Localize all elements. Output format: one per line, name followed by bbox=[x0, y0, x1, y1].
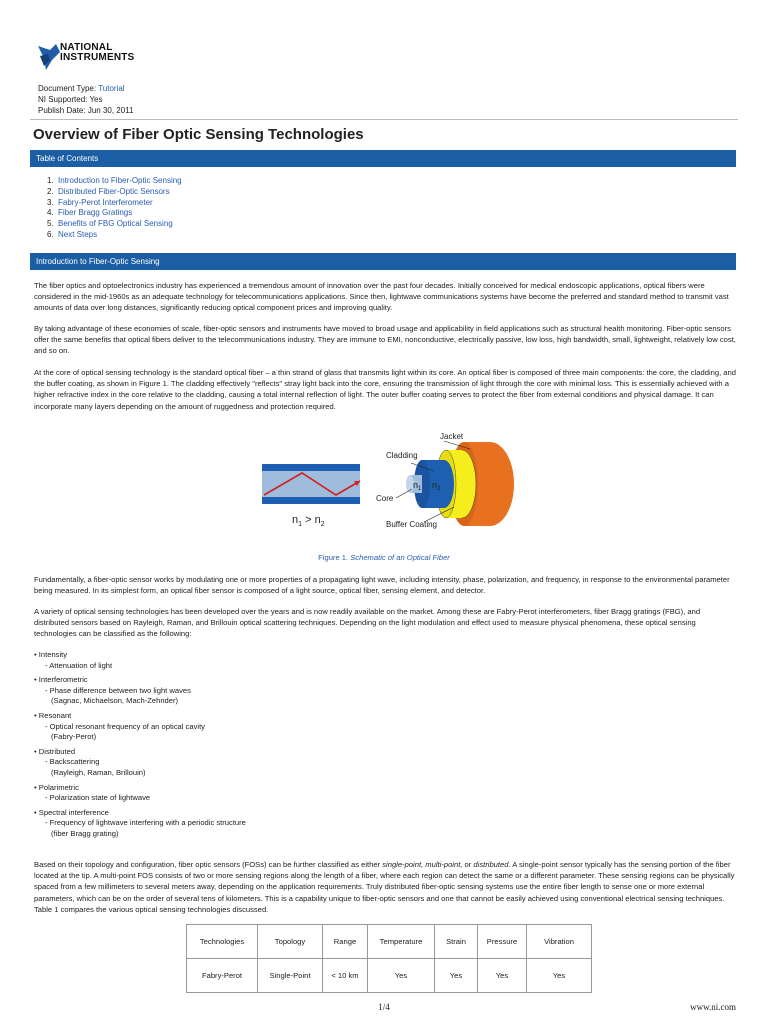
toc-number: 6. bbox=[47, 229, 54, 239]
class-desc: - Attenuation of light bbox=[45, 660, 113, 670]
document-meta bbox=[38, 83, 134, 116]
table-header-cell: Range bbox=[323, 925, 368, 959]
table-header-cell: Temperature bbox=[368, 925, 435, 959]
toc-link-next-steps[interactable]: Next Steps bbox=[58, 229, 98, 239]
class-name: Polarimetric bbox=[38, 782, 79, 792]
toc-item bbox=[47, 219, 182, 230]
class-desc: - Polarization state of lightwave bbox=[45, 793, 151, 803]
publish-date-row bbox=[38, 105, 134, 116]
caption-text: Schematic of an Optical Fiber bbox=[350, 553, 450, 562]
table-cell: Yes bbox=[368, 959, 435, 993]
label-n2: $n_2$ bbox=[432, 480, 441, 492]
class-desc: - Phase difference between two light waves bbox=[45, 685, 191, 695]
toc-item bbox=[47, 230, 182, 241]
doc-type-row bbox=[38, 83, 134, 94]
paragraph: At the core of optical sensing technology is the standard optical fiber – a thin strand of glass that transmits light within its core. An optical fiber is composed of three main components: the core, the cladding, and the buffer coating, as shown in Figure 1. The cladding effectively "reflects" stray light back into the core, ensuring the transmission of light through the core with minimal loss. This is essentially achieved with a higher refractive index in the core relative to the cladding, causing a total internal reflection of light. The outer buffer coating serves to protect the fiber from external conditions and physical damage. It can incorporate many layers depending on the amount of ruggedness and protection required. bbox=[34, 368, 736, 411]
paragraph: The fiber optics and optoelectronics industry has experienced a tremendous amount of innovation over the past four decades. Initially conceived for medical endoscopic applications, optical fibers were considered in the mid-1960s as an adequate technology for telecommunications applications. Since then, lightwave communications systems have become the preferred and standard method to transmit vast amounts of data over long distances, significantly reducing optical component prices and improving quality. bbox=[34, 281, 729, 313]
class-desc: - Backscattering bbox=[45, 757, 100, 767]
toc-item bbox=[47, 176, 182, 187]
brand-line1: NATIONAL bbox=[60, 42, 113, 53]
list-item: • Spectral interference - Frequency of lightwave interfering with a periodic structure (fiber Bragg grating) bbox=[34, 807, 246, 838]
toc-number: 1. bbox=[47, 176, 54, 185]
table-cell: Yes bbox=[435, 959, 478, 993]
brand-wordmark bbox=[60, 43, 134, 63]
list-item: • Intensity - Attenuation of light bbox=[34, 650, 246, 671]
class-desc: - Optical resonant frequency of an optical cavity bbox=[45, 721, 205, 731]
leader-line bbox=[396, 489, 412, 498]
toc-item bbox=[47, 187, 182, 198]
page-number: 1/4 bbox=[378, 1002, 390, 1012]
fiber-core-section bbox=[262, 471, 360, 497]
class-desc: - Frequency of lightwave interfering with a periodic structure bbox=[45, 818, 246, 828]
divider bbox=[30, 119, 738, 120]
toc-header-bar: Table of Contents bbox=[30, 150, 736, 167]
paragraph: Based on their topology and configuration, fiber optic sensors (FOSs) can be further classified as either single-point, multi-point, or distributed. A single-point sensor typically has the sensing portion of the fiber located at the tip. A multi-point FOS consists of two or more sensing regions along the length of a fiber, where each region can detect the same or a different parameter. These sensing regions can be physically spaced from a few millimeters to several meters away, depending on the application requirements. Truly distributed fiber-optic sensing systems use the entire fiber length to sense one or more external parameters, which can be on the order of several tens of kilometers. This is a capability unique to fiber-optic sensors and one that cannot be easily achieved using conventional electrical sensing techniques. Table 1 compares the various optical sensing technologies discussed. bbox=[34, 860, 735, 914]
table-cell: Yes bbox=[527, 959, 592, 993]
paragraph: Fundamentally, a fiber-optic sensor works by modulating one or more properties of a propagating light wave, including intensity, phase, polarization, and frequency, in response to the environmental parameter being measured. In its simplest form, an optical fiber sensor is composed of a light source, optical fiber, sensing element, and detector. bbox=[34, 575, 730, 596]
footer-url: www.ni.com bbox=[690, 1002, 736, 1012]
sensing-classification-list bbox=[34, 650, 246, 844]
class-name: Interferometric bbox=[38, 675, 88, 685]
toc-link-distributed-sensors[interactable]: Distributed Fiber-Optic Sensors bbox=[58, 186, 170, 196]
table-header-row bbox=[187, 925, 592, 959]
toc-link-fabry-perot[interactable]: Fabry-Perot Interferometer bbox=[58, 197, 153, 207]
label-n1: $n_1$ bbox=[413, 480, 422, 492]
label-core: Core bbox=[376, 494, 394, 503]
ni-supported-row bbox=[38, 94, 134, 105]
table-header-cell: Topology bbox=[258, 925, 323, 959]
ni-supported-label: NI Supported: bbox=[38, 95, 88, 104]
ni-supported-value: Yes bbox=[89, 95, 103, 104]
table-cell: Single-Point bbox=[258, 959, 323, 993]
toc-link-fbg-benefits[interactable]: Benefits of FBG Optical Sensing bbox=[58, 219, 173, 229]
list-item: • Resonant - Optical resonant frequency of an optical cavity (Fabry-Perot) bbox=[34, 711, 246, 743]
paragraph: By taking advantage of these economies of scale, fiber-optic sensors and instruments have moved to broad usage and applicability in field applications such as structural health monitoring. Fiber-optic sensors offer the same benefits that optical fibers deliver to the telecommunications industry. They are immune to EMI, nonconductive, electrically passive, low loss, high bandwidth, small, lightweight, relatively low cost, and so on. bbox=[34, 324, 736, 356]
class-name: Intensity bbox=[38, 650, 68, 659]
list-item: • Distributed - Backscattering (Rayleigh, Raman, Brillouin) bbox=[34, 747, 246, 779]
list-item: • Interferometric - Phase difference between two light waves (Sagnac, Michaelson, Mach-Zehnder) bbox=[34, 675, 246, 707]
label-cladding: Cladding bbox=[386, 451, 418, 460]
doc-type-label: Document Type: bbox=[38, 84, 97, 93]
label-jacket: Jacket bbox=[440, 432, 464, 441]
table-header-cell: Strain bbox=[435, 925, 478, 959]
class-name: Spectral interference bbox=[38, 807, 109, 817]
toc-link-introduction[interactable]: Introduction to Fiber-Optic Sensing bbox=[58, 176, 182, 185]
index-relation: $n_1 > n_2$ bbox=[292, 514, 325, 528]
figure-caption bbox=[0, 553, 768, 562]
caption-label: Figure 1. bbox=[318, 553, 349, 562]
toc-item bbox=[47, 208, 182, 219]
toc-item bbox=[47, 198, 182, 209]
class-desc: (Rayleigh, Raman, Brillouin) bbox=[51, 767, 146, 777]
paragraph: A variety of optical sensing technologies has been developed over the years and is now readily available on the market. Among these are Fabry-Perot interferometers, fiber Bragg gratings (FBG), and distributed sensors based on Rayleigh, Raman, and Brillouin optical scattering techniques. Depending on the light modulation and effect used to measure physical phenomena, these optical sensing technologies can be classified as the following: bbox=[34, 607, 701, 639]
toc-link-fiber-bragg[interactable]: Fiber Bragg Gratings bbox=[58, 208, 133, 218]
table-header-cell: Pressure bbox=[478, 925, 527, 959]
toc-number: 5. bbox=[47, 219, 54, 229]
class-name: Resonant bbox=[38, 710, 72, 720]
brand-line2: INSTRUMENTS bbox=[60, 52, 135, 63]
class-name: Distributed bbox=[38, 746, 76, 756]
toc-number: 3. bbox=[47, 197, 54, 207]
table-cell: < 10 km bbox=[323, 959, 368, 993]
table-of-contents bbox=[47, 176, 182, 241]
publish-date-label: Publish Date: bbox=[38, 106, 86, 115]
table-cell: Yes bbox=[478, 959, 527, 993]
label-buffer-coating: Buffer Coating bbox=[386, 520, 437, 529]
optical-fiber-diagram bbox=[258, 427, 518, 537]
class-desc: (Sagnac, Michaelson, Mach-Zehnder) bbox=[51, 696, 179, 706]
toc-number: 2. bbox=[47, 186, 54, 196]
doc-type-link[interactable]: Tutorial bbox=[98, 84, 125, 93]
page-title: Overview of Fiber Optic Sensing Technologies bbox=[33, 126, 364, 143]
table-header-cell: Vibration bbox=[527, 925, 592, 959]
class-desc: (Fabry-Perot) bbox=[51, 732, 97, 742]
table-cell: Fabry-Perot bbox=[187, 959, 258, 993]
publish-date-value: Jun 30, 2011 bbox=[87, 106, 134, 115]
section-header-bar: Introduction to Fiber-Optic Sensing bbox=[30, 253, 736, 270]
list-item: • Polarimetric - Polarization state of lightwave bbox=[34, 783, 246, 804]
class-desc: (fiber Bragg grating) bbox=[51, 828, 119, 838]
toc-number: 4. bbox=[47, 208, 54, 218]
table-header-cell: Technologies bbox=[187, 925, 258, 959]
table-row bbox=[187, 959, 592, 993]
comparison-table bbox=[186, 924, 592, 993]
